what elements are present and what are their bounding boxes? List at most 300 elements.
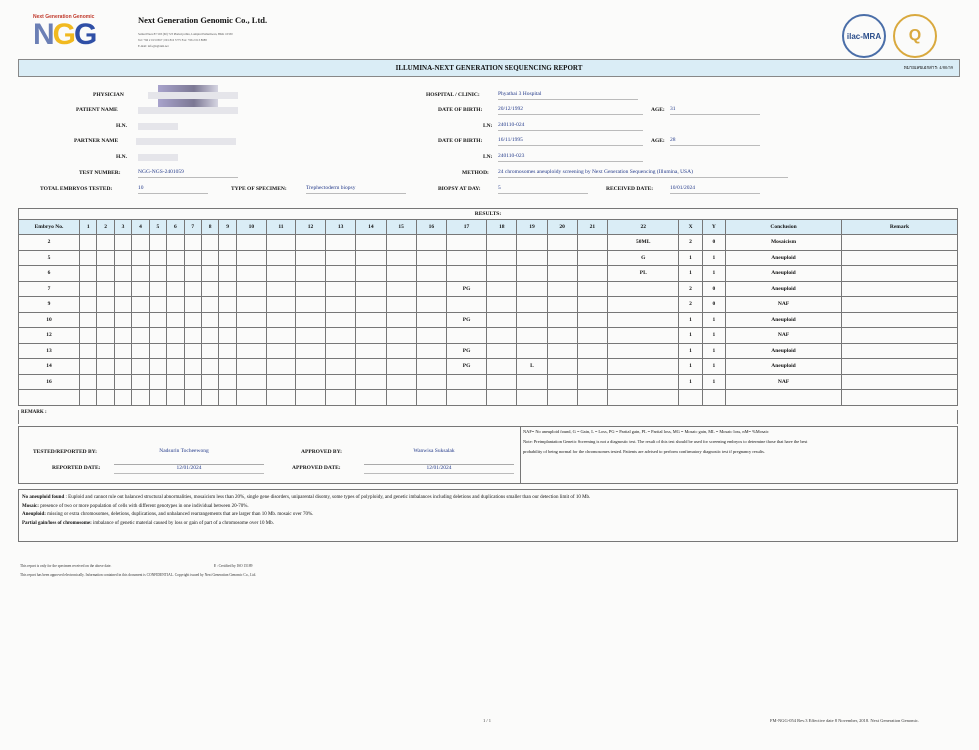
table-cell [386,266,416,282]
table-cell [167,328,184,344]
table-cell [236,343,266,359]
table-cell [80,374,97,390]
table-row [19,297,958,313]
table-cell [149,328,166,344]
table-cell: 13 [19,343,80,359]
table-cell [326,281,356,297]
table-cell: 7 [19,281,80,297]
table-cell [97,343,114,359]
table-cell [236,374,266,390]
table-cell [547,328,577,344]
table-cell: 1 [702,266,725,282]
table-cell [167,343,184,359]
results-column-header: 5 [149,220,166,235]
patient-age-label: AGE: [651,107,665,113]
document-number: หมายเลขเอกสาร: 4/80/59 [903,65,953,70]
table-cell [326,359,356,375]
table-cell [80,266,97,282]
report-title: ILLUMINA-NEXT GENERATION SEQUENCING REPORT หมายเลขเอกสาร: 4/80/59 [18,59,960,77]
table-cell [114,297,131,313]
logo-caption: Next Generation Genomic [33,14,95,20]
table-cell [201,390,218,406]
table-cell [547,235,577,251]
approved-by-label: APPROVED BY: [301,449,342,455]
table-cell [446,374,486,390]
definition-partial: Partial gain/loss of chromosome: imbalance of genetic material caused by loss or gain of part of a chromosome over 10 Mb. [22,520,274,526]
table-cell [236,297,266,313]
table-cell: 1 [679,250,702,266]
table-cell [487,343,517,359]
table-cell [167,297,184,313]
table-cell [219,266,236,282]
table-cell [236,312,266,328]
patient-name-label: PATIENT NAME [76,107,118,113]
definition-aneuploid: Aneuploid: missing or extra chromosomes, deletions, duplications, and unbalanced rearrangements that are larger than 10 Mb. mosaic over 70%. [22,512,314,517]
results-column-header: 6 [167,220,184,235]
table-cell [416,297,446,313]
results-column-header: 20 [547,220,577,235]
company-address: Samut Plaza 87/193 (60) 723 Phaholyothin, Lumpini Pathumwan, BKK 10330 Tel: +66 2 013 0657 | 091 816 5775 Fax: +66 2 013 8688 E-mail: info@ngbdeh.net [138,32,233,48]
table-cell [167,281,184,297]
results-column-header: 21 [577,220,607,235]
table-cell [184,281,201,297]
table-cell: Aneuploid [726,250,842,266]
table-cell [267,297,296,313]
table-cell [201,235,218,251]
table-cell [132,250,149,266]
table-cell [702,390,725,406]
table-cell: 1 [702,250,725,266]
table-cell [236,235,266,251]
method-value: 24 chromosomes aneuploidy screening by Next Generation Sequencing (Illumina, USA) [498,169,788,178]
partner-hn-label: H.N. [116,154,127,160]
table-cell [295,374,325,390]
table-row [19,266,958,282]
table-cell: 1 [679,359,702,375]
table-cell [416,359,446,375]
table-cell [114,281,131,297]
table-cell [219,312,236,328]
hospital-value: Phyathai 3 Hospital [498,91,638,100]
table-cell [80,312,97,328]
table-cell [114,343,131,359]
table-cell [356,266,386,282]
patient-dob-label: DATE OF BIRTH: [438,107,483,113]
table-cell [267,390,296,406]
logo-mark: NGG [33,18,96,51]
reported-date-label: REPORTED DATE: [52,465,101,471]
table-cell [326,235,356,251]
table-cell [607,359,678,375]
table-cell [132,359,149,375]
results-column-header: 8 [201,220,218,235]
biopsy-day-label: BIOPSY AT DAY: [438,186,481,192]
received-date-label: RECEIVED DATE: [606,186,654,192]
table-cell [577,281,607,297]
table-cell [149,297,166,313]
table-cell [219,343,236,359]
table-cell [577,312,607,328]
table-cell [487,297,517,313]
table-cell [416,374,446,390]
table-cell [267,312,296,328]
table-cell [577,374,607,390]
table-cell [607,328,678,344]
table-cell [356,343,386,359]
table-cell: PG [446,343,486,359]
table-cell [842,359,958,375]
results-column-header: 16 [416,220,446,235]
table-cell [97,359,114,375]
approved-date-label: APPROVED DATE: [292,465,341,471]
table-cell [184,250,201,266]
table-cell [149,359,166,375]
table-cell [416,312,446,328]
results-column-header: 2 [97,220,114,235]
results-column-header: 17 [446,220,486,235]
partner-name-label: PARTNER NAME [74,138,119,144]
table-cell: 2 [679,297,702,313]
table-cell: 1 [702,312,725,328]
table-cell [219,297,236,313]
results-column-header: 4 [132,220,149,235]
table-cell [132,328,149,344]
results-column-header: Y [702,220,725,235]
table-cell [184,390,201,406]
table-cell [184,359,201,375]
table-cell: L [517,359,547,375]
table-cell [517,281,547,297]
table-cell [149,374,166,390]
table-cell [386,297,416,313]
table-cell [267,359,296,375]
results-column-header: 14 [356,220,386,235]
table-cell: 1 [679,266,702,282]
table-cell [356,281,386,297]
table-cell [219,235,236,251]
ilac-mra-badge: ilac-MRA [842,14,886,58]
definitions-box [18,489,958,542]
table-cell [295,266,325,282]
table-cell [80,297,97,313]
table-cell: 1 [702,359,725,375]
patient-ln-value: 240110-024 [498,122,643,131]
table-cell [517,390,547,406]
table-cell [547,312,577,328]
table-cell [267,266,296,282]
table-cell [80,390,97,406]
table-cell [577,343,607,359]
table-cell: 0 [702,297,725,313]
table-cell [184,374,201,390]
table-cell [326,266,356,282]
table-cell [236,328,266,344]
results-header-row [19,220,958,235]
table-cell [295,281,325,297]
table-cell [219,250,236,266]
table-cell [167,390,184,406]
abbreviation-legend [520,427,957,483]
partner-age-value: 28 [670,137,760,146]
table-cell [219,281,236,297]
table-cell [356,328,386,344]
table-cell [236,266,266,282]
table-cell [416,343,446,359]
table-cell [295,328,325,344]
table-cell [184,266,201,282]
table-cell [326,374,356,390]
table-cell: 1 [679,328,702,344]
table-cell [132,235,149,251]
table-cell [547,390,577,406]
table-cell [236,250,266,266]
table-cell [167,250,184,266]
table-cell [842,374,958,390]
table-cell [547,359,577,375]
table-row [19,328,958,344]
patient-dob-value: 20/12/1992 [498,106,643,115]
table-cell [80,343,97,359]
table-cell [167,235,184,251]
table-row [19,359,958,375]
table-cell [326,343,356,359]
legend-note: Note: Preimplantation Genetic Screening is not a diagnostic test. The result of this test should be used for screening embryos to determine those that have the best [523,439,808,444]
table-cell [356,359,386,375]
table-cell [446,390,486,406]
results-table [18,208,958,406]
table-cell: PG [446,359,486,375]
table-cell [517,297,547,313]
table-cell [184,343,201,359]
partner-ln-value: 240110-023 [498,153,643,162]
results-column-header: 18 [487,220,517,235]
table-cell [295,297,325,313]
table-cell [356,312,386,328]
table-cell: PG [446,281,486,297]
table-cell [267,374,296,390]
tested-by-label: TESTED/REPORTED BY: [33,449,97,455]
results-column-header: 13 [326,220,356,235]
results-column-header: Remark [842,220,958,235]
table-cell [679,390,702,406]
table-row [19,343,958,359]
table-cell [167,312,184,328]
table-cell [267,250,296,266]
table-cell [236,281,266,297]
table-cell [547,297,577,313]
table-cell [80,281,97,297]
table-cell [386,390,416,406]
table-cell [446,250,486,266]
table-cell [132,343,149,359]
table-cell [132,374,149,390]
table-cell [326,297,356,313]
table-cell [386,250,416,266]
table-cell [149,281,166,297]
table-row [19,374,958,390]
table-cell [487,235,517,251]
results-body [19,235,958,406]
partner-dob-value: 16/11/1995 [498,137,643,146]
table-cell [577,266,607,282]
table-cell [416,250,446,266]
table-cell [184,235,201,251]
table-cell [201,328,218,344]
fine-print-confidential: This report has been approved electronically. Information contained in this document is CONFIDENTIAL. Copyright issued by Next Generation Genomic Co., Ltd. [20,573,257,577]
table-cell [386,312,416,328]
table-cell [416,266,446,282]
partner-dob-label: DATE OF BIRTH: [438,138,483,144]
table-cell [267,281,296,297]
table-cell [236,390,266,406]
table-cell [547,250,577,266]
table-cell: Aneuploid [726,359,842,375]
table-cell [132,281,149,297]
patient-ln-label: LN: [483,123,493,129]
results-column-header: Embryo No. [19,220,80,235]
table-row [19,390,958,406]
table-cell [184,328,201,344]
table-cell [356,297,386,313]
table-cell [726,390,842,406]
definition-mosaic: Mosaic: presence of two or more population of cells with different genotypes in one individual between 20-70%. [22,503,249,509]
table-cell [842,235,958,251]
results-column-header: X [679,220,702,235]
results-column-header: 1 [80,220,97,235]
table-cell [517,235,547,251]
table-cell [487,328,517,344]
table-cell [446,266,486,282]
table-cell [149,250,166,266]
table-cell [97,374,114,390]
table-cell: Aneuploid [726,312,842,328]
table-cell [132,297,149,313]
table-cell: 1 [679,343,702,359]
table-cell [114,359,131,375]
table-cell [19,390,80,406]
test-number-label: TEST NUMBER: [79,170,121,176]
table-cell [295,250,325,266]
patient-hn-label: H.N. [116,123,127,129]
table-cell: 0 [702,235,725,251]
table-row [19,312,958,328]
table-cell [517,266,547,282]
table-cell [577,359,607,375]
table-cell [326,328,356,344]
table-cell [842,250,958,266]
table-cell [80,235,97,251]
partner-hn-redacted [138,154,178,161]
table-cell [577,297,607,313]
table-cell [219,359,236,375]
table-cell [201,312,218,328]
approved-by-value: Wanwisa Suksalak [413,448,455,454]
table-cell: 0 [702,281,725,297]
table-cell [607,343,678,359]
table-cell [97,328,114,344]
table-cell: 9 [19,297,80,313]
table-cell [842,390,958,406]
table-cell [114,390,131,406]
table-cell [236,359,266,375]
table-cell [842,297,958,313]
table-cell: 1 [679,312,702,328]
table-cell [416,328,446,344]
patient-hn-redacted [138,123,178,130]
results-column-header: 15 [386,220,416,235]
table-cell [842,281,958,297]
table-cell [267,328,296,344]
table-cell [487,374,517,390]
table-cell: 1 [679,374,702,390]
definition-no-aneuploid: No aneuploid found : Euploid and cannot rule out balanced structural abnormalities, mosaicism less than 20%, single gene disorders, uniparental disomy, some types of polyploidy, and genetic imbalances including deletions and duplications smaller than our detection limit of 10 Mb. [22,495,591,500]
table-cell [114,374,131,390]
table-cell [114,250,131,266]
table-cell: 5 [19,250,80,266]
table-cell [547,281,577,297]
fine-print-specimen: This report is only for the specimen received on the above date. [20,564,112,568]
specimen-label: TYPE OF SPECIMEN: [231,186,287,192]
table-cell: Aneuploid [726,266,842,282]
tested-by-value: Nadsurin Tocheewong [159,448,209,454]
table-cell [201,297,218,313]
table-cell [487,390,517,406]
table-cell [842,266,958,282]
table-cell: 50ML [607,235,678,251]
table-cell [842,328,958,344]
results-column-header: 9 [219,220,236,235]
table-cell [149,312,166,328]
partner-name-redacted [136,138,236,145]
table-cell [446,297,486,313]
table-cell [167,266,184,282]
physician-label: PHYSICIAN [93,92,124,98]
table-cell [295,343,325,359]
table-cell [114,312,131,328]
hospital-label: HOSPITAL / CLINIC: [426,92,480,98]
table-cell: NAF [726,374,842,390]
results-column-header: 12 [295,220,325,235]
page-number: 1 / 1 [483,718,492,723]
table-cell [97,281,114,297]
table-cell [149,235,166,251]
table-cell: 1 [702,328,725,344]
test-number-value: NGG-NGS-2401059 [138,169,238,178]
table-cell [97,235,114,251]
table-cell [487,250,517,266]
table-cell [517,374,547,390]
table-cell [201,343,218,359]
table-cell [267,235,296,251]
table-cell: Mosaicism [726,235,842,251]
results-title: RESULTS: [19,209,958,220]
approved-date-value: 12/01/2024 [364,464,514,474]
table-cell [517,328,547,344]
table-cell [295,235,325,251]
partner-age-label: AGE: [651,138,665,144]
table-cell: 14 [19,359,80,375]
table-cell [487,266,517,282]
biopsy-day-value: 5 [498,185,588,194]
table-cell [97,266,114,282]
table-cell [132,266,149,282]
table-cell: 1 [702,343,725,359]
table-cell [842,312,958,328]
table-cell [386,374,416,390]
table-cell [114,328,131,344]
table-cell [487,359,517,375]
table-cell [167,359,184,375]
